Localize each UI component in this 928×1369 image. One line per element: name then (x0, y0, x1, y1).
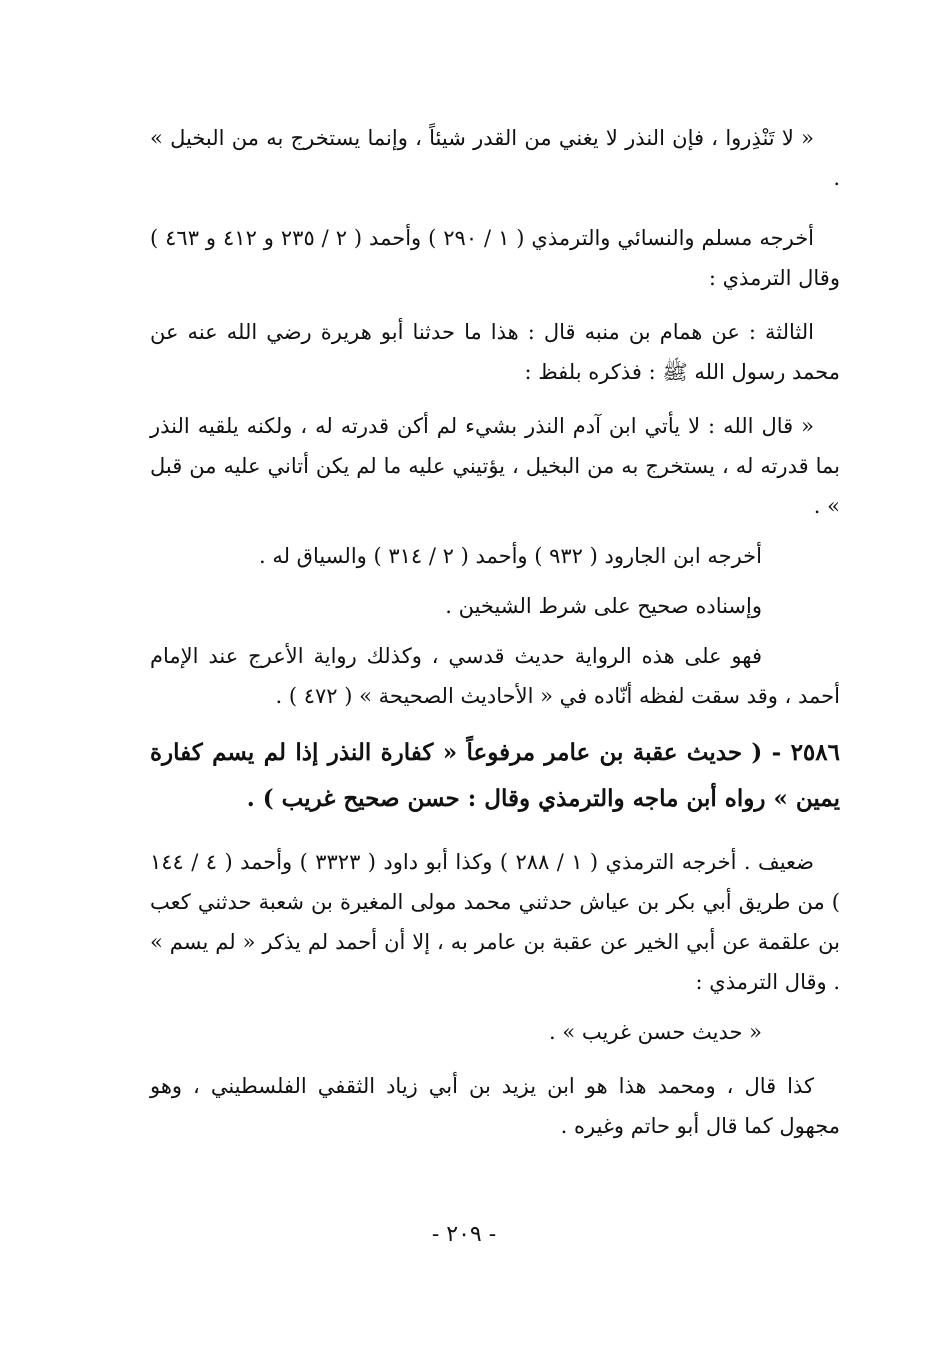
hadith-heading-2586: ٢٥٨٦ - ( حديث عقبة بن عامر مرفوعاً « كفارة النذر إذا لم يسم كفارة يمين » رواه أبن ماجه والترمذي وقال : حسن صحيح غريب ) . (150, 739, 840, 812)
paragraph-takhrij-muslim: أخرجه مسلم والنسائي والترمذي ( ١ / ٢٩٠ ) وأحمد ( ٢ / ٢٣٥ و ٤١٢ و ٤٦٣ ) وقال الترمذي : (150, 226, 840, 290)
paragraph-qudsi-note: فهو على هذه الرواية حديث قدسي ، وكذلك رواية الأعرج عند الإمام أحمد ، وقد سقت لفظه أنّاده في « الأحاديث الصحيحة » ( ٤٧٢ ) . (150, 644, 840, 708)
paragraph-daif-takhrij: ضعيف . أخرجه الترمذي ( ١ / ٢٨٨ ) وكذا أبو داود ( ٣٣٢٣ ) وأحمد ( ٤ / ١٤٤ ) من طريق أبي بكر بن عياش حدثني محمد مولى المغيرة بن شعبة حدثني كعب بن علقمة عن أبي الخير عن عقبة بن عامر به ، إلا أن أحمد لم يذكر « لم يسم » . وقال الترمذي : (150, 850, 840, 994)
paragraph-takhrij-jarud: أخرجه ابن الجارود ( ٩٣٢ ) وأحمد ( ٢ / ٣١٤ ) والسياق له . (258, 544, 762, 568)
paragraph-isnad-grade: وإسناده صحيح على شرط الشيخين . (445, 594, 762, 618)
paragraph-tirmidhi-grade: « حديث حسن غريب » . (549, 1020, 762, 1044)
page-number: - ٢٠٩ - (431, 1222, 497, 1247)
paragraph-hadith-text: « لا تَنْذِروا ، فإن النذر لا يغني من القدر شيئاً ، وإنما يستخرج به من البخيل » . (150, 126, 840, 190)
page-body (150, 118, 840, 1146)
paragraph-third-narration: الثالثة : عن همام بن منبه قال : هذا ما حدثنا أبو هريرة رضي الله عنه عن محمد رسول الله ﷺ : فذكره بلفظ : (150, 320, 840, 384)
paragraph-qudsi-text: « قال الله : لا يأتي ابن آدم النذر بشيء لم أكن قدرته له ، ولكنه يلقيه النذر بما قدرته له ، يستخرج به من البخيل ، يؤتيني عليه ما لم يكن أتاني عليه من قبل » . (150, 414, 840, 518)
paragraph-narrator-note: كذا قال ، ومحمد هذا هو ابن يزيد بن أبي زياد الثقفي الفلسطيني ، وهو مجهول كما قال أبو حاتم وغيره . (150, 1074, 840, 1138)
